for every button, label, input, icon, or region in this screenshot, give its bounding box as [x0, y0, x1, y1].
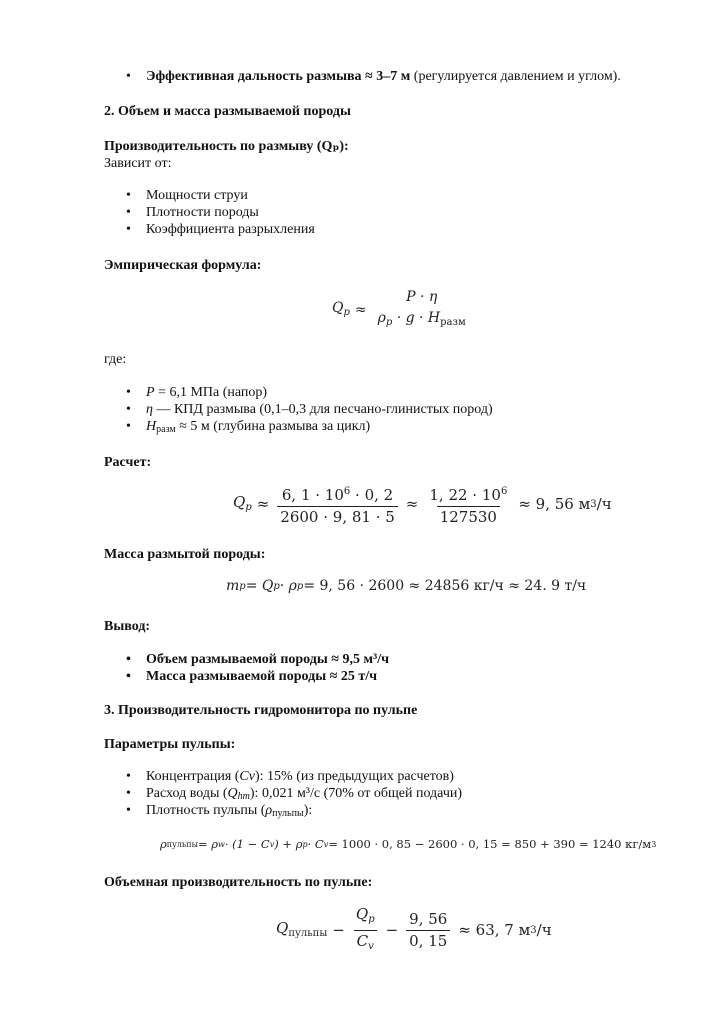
range-text: (регулируется давлением и углом).: [410, 69, 621, 84]
depends-label: Зависит от:: [104, 156, 172, 171]
mass-formula: [226, 578, 586, 595]
list-item: • Плотности породы: [104, 204, 315, 221]
list-item: [104, 785, 462, 802]
formula-subscript: v: [323, 840, 329, 849]
section-3-heading: 3. Производительность гидромонитора по пульпе: [104, 703, 418, 718]
formula-unit: /ч: [536, 921, 552, 939]
formula-denominator: 127530: [437, 506, 500, 526]
list-item: • Мощности струи: [104, 187, 315, 204]
param-text: ): 15% (из предыдущих расчетов): [254, 769, 454, 784]
productivity-title: Производительность по размыву (Qₚ):: [104, 139, 349, 154]
formula-operator: ≈: [354, 301, 367, 318]
formula-unit: /ч: [596, 495, 612, 513]
param-text: = 6,1 МПа (напор): [154, 385, 268, 400]
formula-denominator: · g · H: [392, 310, 441, 326]
list-item: • Масса размываемой породы ≈ 25 т/ч: [104, 668, 389, 685]
formula-numerator: 1, 22 · 10: [429, 486, 501, 504]
formula-expression: · ρ: [279, 578, 297, 594]
formula-symbol: m: [226, 578, 240, 594]
formula-fraction: [353, 906, 378, 955]
formula-result: ≈ 9, 56 м: [518, 495, 591, 513]
param-symbol: Q: [227, 786, 238, 801]
formula-operator: ≈: [256, 495, 270, 513]
param-symbol: P: [146, 385, 155, 400]
formula-numerator: · 0, 2: [350, 486, 394, 504]
list-item: • Объем размываемой породы ≈ 9,5 м³/ч: [104, 651, 389, 668]
formula-denominator: C: [356, 932, 369, 950]
formula-superscript: 3: [590, 499, 597, 510]
formula-operator: ≈: [405, 495, 419, 513]
param-subscript: разм: [156, 424, 176, 435]
param-symbol: H: [146, 419, 157, 434]
formula-superscript: 3: [651, 840, 657, 849]
mass-title: Масса размытой породы:: [104, 547, 266, 562]
list-item: [104, 384, 493, 401]
param-text: Расход воды (: [146, 786, 228, 801]
calc-title: Расчет:: [104, 455, 152, 470]
formula-expression: = 1000 · 0, 85 − 2600 · 0, 15 = 850 + 390 = 1240 кг/м: [328, 837, 652, 851]
formula-superscript: 3: [530, 925, 537, 936]
formula-fraction: [426, 483, 510, 526]
param-text: ):: [303, 803, 313, 818]
param-text: — КПД размыва (0,1–0,3 для песчано-глинистых пород): [152, 402, 493, 417]
where-label: где:: [104, 352, 127, 367]
param-symbol: ρ: [265, 803, 273, 818]
formula-numerator: 6, 1 · 10: [281, 486, 344, 504]
param-symbol: η: [146, 402, 153, 417]
formula-subscript: p: [302, 840, 308, 849]
formula-subscript: v: [368, 941, 374, 952]
param-text: Концентрация (: [146, 769, 240, 784]
formula-subscript: разм: [440, 317, 466, 328]
formula-subscript: p: [239, 581, 246, 592]
formula-fraction: [277, 483, 398, 526]
param-text: ): 0,021 м³/с (70% от общей подачи): [249, 786, 463, 801]
formula-symbol: Q: [276, 918, 289, 937]
formula-expression: = 9, 56 · 2600 ≈ 24856 кг/ч ≈ 24. 9 т/ч: [303, 578, 587, 594]
formula-denominator: ρ: [377, 310, 386, 326]
list-item: [104, 401, 493, 418]
pulp-params-title: Параметры пульпы:: [104, 737, 236, 752]
pulp-params-list: [104, 768, 462, 819]
params-list: [104, 384, 493, 435]
formula-operator: −: [385, 921, 399, 939]
formula-subscript: p: [245, 501, 252, 513]
formula-expression: = ρ: [197, 837, 219, 851]
formula-subscript: p: [385, 317, 393, 328]
formula-numerator: P · η: [406, 289, 438, 305]
range-bold-text: Эффективная дальность размыва ≈ 3–7 м: [146, 69, 411, 84]
formula-fraction: [375, 289, 469, 331]
list-item: [104, 768, 462, 785]
empirical-title: Эмпирическая формула:: [104, 258, 262, 273]
formula-expression: · C: [307, 837, 324, 851]
formula-subscript: v: [269, 840, 275, 849]
formula-subscript: w: [218, 840, 225, 849]
factors-list: [104, 187, 315, 238]
formula-symbol: ρ: [160, 837, 167, 851]
formula-fraction: [406, 911, 450, 950]
param-text: Плотность пульпы (: [146, 803, 266, 818]
formula-expression: ) + ρ: [274, 837, 303, 851]
formula-symbol: Q: [332, 299, 344, 316]
formula-subscript: p: [296, 581, 304, 592]
formula-operator: −: [332, 921, 345, 939]
formula-subscript: p: [343, 306, 350, 318]
formula-subscript: p: [273, 581, 280, 592]
formula-subscript: пульпы: [288, 927, 328, 939]
section-2-heading: 2. Объем и масса размываемой породы: [104, 104, 351, 119]
param-symbol: Cv: [239, 769, 255, 784]
param-subscript: пульпы: [272, 808, 304, 819]
calc-formula: [233, 483, 612, 526]
range-bullet-list: [104, 68, 621, 85]
volumetric-title: Объемная производительность по пульпе:: [104, 875, 373, 890]
formula-numerator: Q: [355, 905, 369, 923]
formula-expression: · (1 − C: [224, 837, 270, 851]
formula-superscript: 6: [500, 486, 508, 497]
empirical-formula: [332, 289, 472, 331]
formula-expression: = Q: [245, 578, 274, 594]
list-item: • Коэффициента разрыхления: [104, 221, 315, 238]
formula-denominator: 0, 15: [406, 930, 450, 950]
conclusion-title: Вывод:: [104, 619, 151, 634]
conclusions-list: [104, 651, 389, 685]
list-item: [104, 418, 493, 435]
formula-numerator: 9, 56: [409, 910, 448, 928]
formula-result: ≈ 63, 7 м: [458, 921, 531, 939]
list-item: [104, 802, 462, 819]
formula-subscript: пульпы: [166, 840, 198, 849]
formula-subscript: p: [368, 914, 375, 925]
formula-symbol: Q: [233, 492, 246, 511]
volumetric-formula: [276, 906, 552, 955]
list-item: [104, 68, 621, 85]
formula-denominator: 2600 · 9, 81 · 5: [277, 506, 398, 526]
param-text: ≈ 5 м (глубина размыва за цикл): [175, 419, 371, 434]
density-formula: [160, 836, 656, 853]
param-subscript: hm: [237, 791, 250, 802]
formula-superscript: 6: [343, 486, 351, 497]
